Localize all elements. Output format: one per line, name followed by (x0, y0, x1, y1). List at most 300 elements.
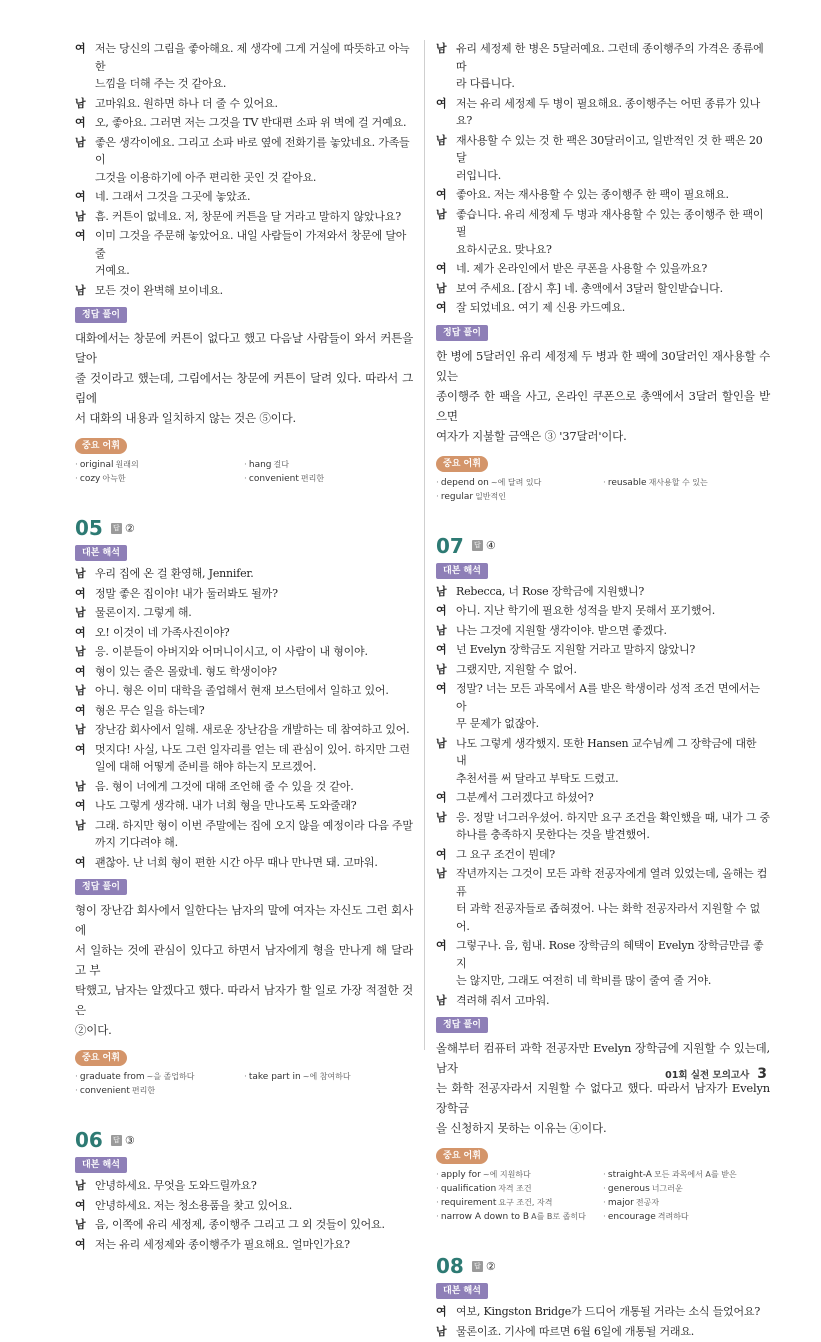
dialogue-turn (436, 735, 770, 788)
speaker-label: 여 (436, 939, 447, 952)
speaker-label: 남 (436, 42, 447, 55)
vocab-meaning: 모든 과목에서 A를 받은 (653, 1170, 737, 1179)
dialogue-line: 저는 유리 세정제 두 병이 필요해요. 종이행주는 어떤 종류가 있나요? (456, 96, 761, 127)
dialogue-turn (75, 282, 413, 300)
right-column (436, 40, 770, 1342)
vocab-meaning: 걸다 (273, 460, 289, 469)
vocab-meaning: 편리한 (300, 474, 325, 483)
q06-explanation (436, 346, 770, 446)
q06-script-continued (436, 40, 770, 317)
speaker-label (436, 167, 456, 185)
dialogue-line: 러입니다. (456, 168, 502, 182)
speaker-label: 남 (436, 281, 447, 295)
dialogue-turn (75, 565, 413, 583)
bullet-icon: · (244, 474, 247, 484)
dialogue-line: 나도 그렇게 생각했지. 또한 Hansen 교수님께 그 장학금에 대한 내 (456, 736, 757, 767)
dialogue-line: 저는 당신의 그림을 좋아해요. 제 생각에 그게 거실에 따뜻하고 아늑한 (95, 42, 410, 73)
dialogue-line: 좋아요. 저는 재사용할 수 있는 종이행주 한 팩이 필요해요. (456, 188, 729, 201)
vocab-word: convenient (79, 1086, 130, 1096)
dialogue-turn (75, 663, 413, 681)
dialogue-line: 오! 이것이 네 가족사진이야? (95, 625, 230, 639)
dialogue-line: 작년까지는 그것이 모든 과학 전공자에게 열려 있었는데, 올해는 컴퓨 (456, 867, 768, 898)
dialogue-line: 터 과학 전공자들로 좁혀졌어. 나는 화학 전공자라서 지원할 수 없어. (456, 902, 761, 933)
dialogue-line: 격려해 줘서 고마워. (456, 993, 550, 1007)
dialogue-line: 고마워요. 원하면 하나 더 줄 수 있어요. (95, 96, 278, 110)
vocab-word: narrow A down to B (440, 1212, 530, 1222)
speaker-label: 여 (75, 586, 86, 600)
speaker-label (75, 834, 95, 852)
explanation-line: 서 대화의 내용과 일치하지 않는 것은 ⑤이다. (75, 411, 296, 425)
dialogue-turn (436, 846, 770, 864)
vocab-item (603, 1182, 770, 1196)
bullet-icon: · (436, 477, 439, 488)
dialogue-turn (75, 797, 413, 815)
dialogue-line: 괜찮아. 난 너희 형이 편한 시간 아무 때나 만나면 돼. 고마워. (95, 855, 378, 869)
dialogue-turn (75, 1236, 413, 1254)
speaker-label (436, 75, 456, 93)
explanation-line: 줄 것이라고 했는데, 그림에서는 창문에 커튼이 달려 있다. 따라서 그림에 (75, 371, 413, 405)
dialogue-turn (75, 1177, 413, 1195)
q06-answer: ③ (124, 1133, 135, 1147)
q06-script-tag: 대본 해석 (75, 1157, 127, 1173)
dialogue-line: 일에 대해 어떻게 준비를 해야 하는지 모르겠어. (95, 760, 317, 773)
speaker-label: 여 (75, 799, 86, 812)
q06-script (75, 1177, 413, 1253)
speaker-label: 남 (436, 736, 447, 750)
q06-number: 06 (75, 1128, 103, 1152)
speaker-label: 여 (75, 1198, 86, 1212)
q05-answer-tag: 정답 풀이 (75, 879, 127, 895)
speaker-label: 여 (436, 262, 447, 275)
bullet-icon: · (75, 1086, 78, 1096)
dialogue-line: 여보, Kingston Bridge가 드디어 개통될 거라는 소식 들었어요? (456, 1305, 761, 1318)
dialogue-line: 재사용할 수 있는 것 한 팩은 30달러이고, 일반적인 것 한 팩은 20달 (456, 133, 763, 164)
bullet-icon: · (436, 1212, 439, 1222)
dialogue-line: 보여 주세요. [잠시 후] 네. 총액에서 3달러 할인받습니다. (456, 281, 723, 295)
vocab-word: apply for (440, 1170, 481, 1180)
dialogue-turn (436, 132, 770, 185)
bullet-icon: · (436, 1184, 439, 1194)
bullet-icon: · (436, 491, 439, 502)
q06-header (75, 1128, 413, 1152)
dialogue-line: 이미 그것을 주문해 놓았어요. 내일 사람들이 가져와서 창문에 달아 줄 (95, 229, 407, 260)
explanation-line: 서 일하는 것에 관심이 있다고 하면서 남자에게 형을 만나게 해 달라고 부 (75, 943, 413, 977)
bullet-icon: · (75, 460, 78, 470)
speaker-label: 남 (436, 623, 447, 637)
dialogue-turn (75, 95, 413, 113)
answer-icon: 답 (472, 1261, 483, 1272)
q07-vocab-list (436, 1168, 770, 1224)
speaker-label (75, 75, 95, 93)
dialogue-line: 안녕하세요. 무엇을 도와드릴까요? (95, 1179, 257, 1192)
dialogue-line: 좋은 생각이에요. 그리고 소파 바로 옆에 전화기를 놓았네요. 가족들이 (95, 135, 410, 166)
vocab-item (436, 1182, 603, 1196)
q08-answer: ② (485, 1259, 496, 1273)
dialogue-line: 그분께서 그러겠다고 하셨어? (456, 791, 594, 804)
bullet-icon: · (603, 1184, 606, 1194)
q07-vocab-tag: 중요 어휘 (436, 1148, 488, 1164)
bullet-icon: · (244, 460, 247, 470)
vocab-item (603, 1168, 770, 1182)
vocab-item (436, 1210, 603, 1224)
dialogue-turn (436, 937, 770, 990)
speaker-label: 남 (75, 779, 86, 793)
vocab-word: take part in (248, 1072, 301, 1082)
dialogue-line: 잘 되었네요. 여기 제 신용 카드예요. (456, 301, 626, 314)
vocab-item (603, 1196, 770, 1210)
dialogue-line: 라 다릅니다. (456, 77, 515, 90)
speaker-label: 여 (75, 116, 86, 129)
q05-explanation (75, 900, 413, 1040)
bullet-icon: · (436, 1198, 439, 1208)
dialogue-line: 그렇구나. 음, 힘내. Rose 장학금의 혜택이 Evelyn 장학금만큼 좋지 (456, 939, 764, 970)
column-divider (424, 40, 425, 1050)
speaker-label: 여 (75, 742, 86, 756)
speaker-label: 남 (75, 135, 86, 149)
vocab-meaning: 자격 조건 (498, 1184, 532, 1193)
speaker-label: 여 (75, 855, 86, 869)
dialogue-line: 물론이지. 그렇게 해. (95, 606, 192, 619)
dialogue-line: 아니. 지난 학기에 필요한 성적을 받지 못해서 포기했어. (456, 604, 716, 617)
left-column (75, 40, 413, 1255)
speaker-label: 여 (436, 1305, 447, 1318)
speaker-label: 남 (436, 584, 447, 598)
vocab-meaning: A를 B로 좁히다 (531, 1212, 586, 1221)
dialogue-turn (436, 1303, 770, 1321)
q04-explanation (75, 328, 413, 428)
dialogue-line: 그래. 하지만 형이 이번 주말에는 집에 오지 않을 예정이라 다음 주말 (95, 818, 413, 832)
dialogue-line: 흠. 커튼이 없네요. 저, 창문에 커튼을 달 거라고 말하지 않았나요? (95, 209, 401, 223)
speaker-label (436, 826, 456, 844)
speaker-label (436, 972, 456, 990)
speaker-label: 남 (75, 723, 86, 736)
bullet-icon: · (603, 1170, 606, 1180)
dialogue-line: 우리 집에 온 걸 환영해, Jennifer. (95, 567, 254, 580)
dialogue-turn (75, 208, 413, 226)
dialogue-line: 나도 그렇게 생각해. 내가 너희 형을 만나도록 도와줄래? (95, 799, 357, 812)
page-footer (665, 1066, 767, 1082)
dialogue-turn (436, 40, 770, 93)
q07-number: 07 (436, 533, 464, 558)
q05-script (75, 565, 413, 871)
vocab-item (436, 490, 603, 504)
dialogue-line: 안녕하세요. 저는 청소용품을 찾고 있어요. (95, 1198, 293, 1212)
speaker-label: 남 (75, 1218, 86, 1231)
vocab-word: regular (440, 491, 474, 502)
explanation-line: 한 병에 5달러인 유리 세정제 두 병과 한 팩에 30달러인 재사용할 수 있는 (436, 348, 770, 383)
dialogue-line: 물론이죠. 기사에 따르면 6월 6일에 개통될 거래요. (456, 1324, 695, 1338)
vocab-item (603, 476, 770, 490)
q05-number: 05 (75, 516, 103, 540)
dialogue-line: 느낌을 더해 주는 것 같아요. (95, 77, 227, 90)
q05-vocab-list (75, 1070, 413, 1098)
explanation-line: 을 신청하지 못하는 이유는 ④이다. (436, 1121, 607, 1135)
dialogue-turn (75, 854, 413, 872)
explanation-line: 여자가 지불할 금액은 ③ '37달러'이다. (436, 428, 627, 443)
vocab-meaning: 재사용할 수 있는 (648, 477, 708, 487)
dialogue-line: 아니. 형은 이미 대학을 졸업해서 현재 보스턴에서 일하고 있어. (95, 684, 389, 697)
q07-header (436, 534, 770, 558)
vocab-word: qualification (440, 1184, 497, 1194)
bullet-icon: · (603, 1198, 606, 1208)
dialogue-line: 네. 제가 온라인에서 받은 쿠폰을 사용할 수 있을까요? (456, 262, 708, 275)
dialogue-line: 나는 그것에 지원할 생각이야. 받으면 좋겠다. (456, 623, 667, 637)
dialogue-line: 음. 형이 너에게 그것에 대해 조언해 줄 수 있을 것 같아. (95, 779, 354, 793)
speaker-label (75, 169, 95, 187)
dialogue-turn (436, 641, 770, 659)
vocab-item (244, 458, 413, 472)
vocab-word: graduate from (79, 1072, 145, 1082)
dialogue-turn (436, 661, 770, 679)
vocab-word: convenient (248, 474, 299, 484)
vocab-item (75, 1084, 244, 1098)
vocab-word: straight-A (607, 1170, 652, 1180)
dialogue-turn (75, 624, 413, 642)
dialogue-turn (436, 206, 770, 259)
dialogue-line: 저는 유리 세정제와 종이행주가 필요해요. 얼마인가요? (95, 1237, 350, 1251)
dialogue-line: 형은 무슨 일을 하는데? (95, 703, 205, 717)
q08-script (436, 1303, 770, 1340)
speaker-label: 남 (75, 645, 86, 658)
speaker-label (436, 900, 456, 935)
vocab-item (436, 1168, 603, 1182)
speaker-label (436, 770, 456, 788)
vocab-meaning: 일반적인 (475, 491, 506, 501)
dialogue-line: 유리 세정제 한 병은 5달러예요. 그런데 종이행주의 가격은 종류에 따 (456, 42, 764, 73)
q04-vocab-tag: 중요 어휘 (75, 438, 127, 454)
footer-title: 01회 실전 모의고사 (665, 1070, 750, 1081)
explanation-line: 종이행주 한 팩을 사고, 온라인 쿠폰으로 총액에서 3달러 할인을 받으면 (436, 388, 770, 423)
dialogue-turn (436, 622, 770, 640)
dialogue-line: 정말 좋은 집이야! 내가 둘러봐도 될까? (95, 586, 278, 600)
dialogue-turn (75, 643, 413, 661)
vocab-meaning: 편리한 (131, 1086, 156, 1095)
q05-answer: ② (124, 521, 135, 535)
q04-vocab-list (75, 458, 413, 486)
dialogue-turn (75, 741, 413, 776)
vocab-item (244, 472, 413, 486)
vocab-word: cozy (79, 474, 101, 484)
speaker-label: 여 (75, 664, 86, 678)
bullet-icon: · (75, 1072, 78, 1082)
bullet-icon: · (244, 1072, 247, 1082)
vocab-meaning: ~에 지원하다 (482, 1170, 531, 1179)
answer-icon: 답 (472, 540, 483, 551)
dialogue-turn (436, 1323, 770, 1341)
dialogue-line: 그것을 이용하기에 아주 편리한 곳인 것 같아요. (95, 170, 317, 184)
q08-script-tag: 대본 해석 (436, 1283, 488, 1299)
dialogue-line: 좋습니다. 유리 세정제 두 병과 재사용할 수 있는 종이행주 한 팩이 필 (456, 207, 764, 238)
dialogue-turn (75, 682, 413, 700)
dialogue-turn (436, 260, 770, 278)
dialogue-turn (75, 227, 413, 280)
q05-vocab-tag: 중요 어휘 (75, 1050, 127, 1066)
dialogue-line: 요하시군요. 맞나요? (456, 242, 552, 256)
bullet-icon: · (75, 474, 78, 484)
dialogue-line: 네. 그래서 그것을 그곳에 놓았죠. (95, 190, 251, 203)
q07-script (436, 583, 770, 1010)
explanation-line: 대화에서는 창문에 커튼이 없다고 했고 다음날 사람들이 와서 커튼을 달아 (75, 331, 413, 365)
explanation-line: 올해부터 컴퓨터 과학 전공자만 Evelyn 장학금에 지원할 수 있는데, 남자 (436, 1041, 770, 1075)
speaker-label: 남 (436, 662, 447, 676)
dialogue-line: Rebecca, 너 Rose 장학금에 지원했니? (456, 584, 645, 598)
dialogue-turn (436, 789, 770, 807)
bullet-icon: · (436, 1170, 439, 1180)
vocab-word: encourage (607, 1212, 656, 1222)
speaker-label: 남 (436, 1324, 447, 1338)
dialogue-turn (436, 95, 770, 130)
dialogue-line: 그랬지만, 지원할 수 없어. (456, 662, 577, 676)
speaker-label (75, 758, 95, 776)
speaker-label: 남 (436, 867, 447, 880)
answer-icon: 답 (111, 523, 122, 534)
speaker-label: 남 (75, 606, 86, 619)
answer-icon: 답 (111, 1135, 122, 1146)
dialogue-line: 정말? 너는 모든 과목에서 A를 받은 학생이라 성적 조건 면에서는 아 (456, 682, 760, 713)
dialogue-line: 모든 것이 완벽해 보이네요. (95, 283, 223, 297)
speaker-label: 여 (75, 190, 86, 203)
dialogue-line: 거예요. (95, 264, 130, 277)
dialogue-turn (436, 865, 770, 935)
dialogue-turn (75, 817, 413, 852)
dialogue-line: 무 문제가 없잖아. (456, 717, 539, 730)
q07-answer-tag: 정답 풀이 (436, 1017, 488, 1033)
speaker-label: 여 (75, 625, 86, 639)
dialogue-line: 오, 좋아요. 그러면 저는 그것을 TV 반대편 소파 위 벽에 걸 거예요. (95, 116, 407, 129)
vocab-item (244, 1070, 413, 1084)
q04-answer-tag: 정답 풀이 (75, 307, 127, 323)
vocab-word: depend on (440, 477, 489, 488)
vocab-meaning: 원래의 (115, 460, 139, 469)
dialogue-turn (436, 299, 770, 317)
speaker-label: 남 (75, 1179, 86, 1192)
vocab-item (75, 472, 244, 486)
vocab-item (75, 1070, 244, 1084)
speaker-label: 남 (436, 133, 447, 147)
bullet-icon: · (603, 1212, 606, 1222)
speaker-label: 여 (436, 96, 447, 110)
dialogue-turn (75, 40, 413, 93)
dialogue-turn (75, 1216, 413, 1234)
q05-header (75, 516, 413, 540)
speaker-label: 남 (436, 993, 447, 1007)
speaker-label: 남 (75, 283, 86, 297)
vocab-item (436, 476, 603, 490)
vocab-meaning: 요구 조건, 자격 (498, 1198, 553, 1207)
vocab-word: requirement (440, 1198, 497, 1208)
page-number: 3 (757, 1066, 767, 1082)
explanation-line: 형이 장난감 회사에서 일한다는 남자의 말에 여자는 자신도 그런 회사에 (75, 903, 413, 937)
vocab-meaning: 너그러운 (651, 1184, 683, 1193)
dialogue-turn (75, 604, 413, 622)
speaker-label: 여 (436, 791, 447, 804)
dialogue-turn (75, 721, 413, 739)
speaker-label: 여 (75, 1237, 86, 1251)
q07-explanation (436, 1038, 770, 1138)
dialogue-line: 장난감 회사에서 일해. 새로운 장난감을 개발하는 데 참여하고 있어. (95, 723, 410, 736)
speaker-label: 남 (436, 810, 447, 824)
bullet-icon: · (603, 477, 606, 488)
q06-vocab-list (436, 476, 770, 504)
vocab-word: major (607, 1198, 634, 1208)
dialogue-turn (436, 680, 770, 733)
explanation-line: 는 화학 전공자라서 지원할 수 없다고 했다. 따라서 남자가 Evelyn 장학금 (436, 1081, 770, 1115)
speaker-label: 여 (436, 643, 447, 656)
speaker-label: 남 (75, 96, 86, 110)
dialogue-line: 추천서를 써 달라고 부탁도 드렸고. (456, 771, 619, 785)
speaker-label (436, 241, 456, 259)
vocab-meaning: 아늑한 (102, 474, 126, 483)
vocab-word: hang (248, 460, 272, 470)
dialogue-line: 는 않지만, 그래도 여전히 네 학비를 많이 줄여 줄 거야. (456, 974, 712, 987)
speaker-label: 여 (436, 682, 447, 695)
q06-answer-tag: 정답 풀이 (436, 325, 488, 341)
vocab-meaning: 격려하다 (657, 1212, 689, 1221)
dialogue-turn (75, 702, 413, 720)
dialogue-turn (75, 114, 413, 132)
dialogue-turn (75, 134, 413, 187)
q08-number: 08 (436, 1254, 464, 1278)
speaker-label (75, 262, 95, 280)
q08-header (436, 1254, 770, 1278)
dialogue-line: 하나를 충족하지 못한다는 것을 발견했어. (456, 828, 650, 841)
q04-script (75, 40, 413, 299)
dialogue-line: 형이 있는 줄은 몰랐네. 형도 학생이야? (95, 664, 277, 678)
speaker-label (436, 715, 456, 733)
vocab-word: reusable (607, 477, 647, 488)
dialogue-turn (75, 1197, 413, 1215)
dialogue-line: 응. 정말 너그러우셨어. 하지만 요구 조건을 확인했을 때, 내가 그 중 (456, 810, 770, 824)
speaker-label: 남 (75, 209, 86, 223)
q06-vocab-tag: 중요 어휘 (436, 456, 488, 472)
dialogue-turn (75, 188, 413, 206)
explanation-line: ②이다. (75, 1023, 112, 1037)
dialogue-line: 멋지다! 사실, 나도 그런 일자리를 얻는 데 관심이 있어. 하지만 그런 (95, 742, 410, 756)
speaker-label: 남 (75, 567, 86, 580)
speaker-label: 여 (436, 188, 447, 201)
explanation-line: 탁했고, 남자는 알겠다고 했다. 따라서 남자가 할 일로 가장 적절한 것은 (75, 983, 413, 1017)
speaker-label: 여 (436, 847, 447, 861)
speaker-label: 남 (75, 684, 86, 697)
q07-script-tag: 대본 해석 (436, 563, 488, 579)
dialogue-turn (436, 602, 770, 620)
q07-answer: ④ (485, 539, 496, 552)
dialogue-turn (436, 280, 770, 298)
vocab-word: original (79, 460, 114, 470)
dialogue-turn (436, 583, 770, 601)
vocab-item (436, 1196, 603, 1210)
speaker-label: 여 (436, 301, 447, 314)
dialogue-turn (436, 809, 770, 844)
dialogue-line: 까지 기다려야 해. (95, 836, 178, 849)
vocab-item (75, 458, 244, 472)
vocab-word: generous (607, 1184, 650, 1194)
dialogue-turn (75, 778, 413, 796)
speaker-label: 남 (75, 818, 86, 832)
speaker-label: 여 (436, 604, 447, 617)
dialogue-line: 넌 Evelyn 장학금도 지원할 거라고 말하지 않았니? (456, 643, 696, 656)
vocab-meaning: ~에 달려 있다 (490, 477, 542, 487)
vocab-item (603, 1210, 770, 1224)
dialogue-turn (75, 585, 413, 603)
dialogue-turn (436, 186, 770, 204)
speaker-label: 여 (75, 703, 86, 717)
speaker-label: 남 (436, 207, 447, 221)
vocab-meaning: ~에 참여하다 (302, 1072, 351, 1081)
dialogue-line: 그 요구 조건이 뭔데? (456, 847, 555, 861)
vocab-meaning: ~을 졸업하다 (146, 1072, 195, 1081)
dialogue-turn (436, 992, 770, 1010)
